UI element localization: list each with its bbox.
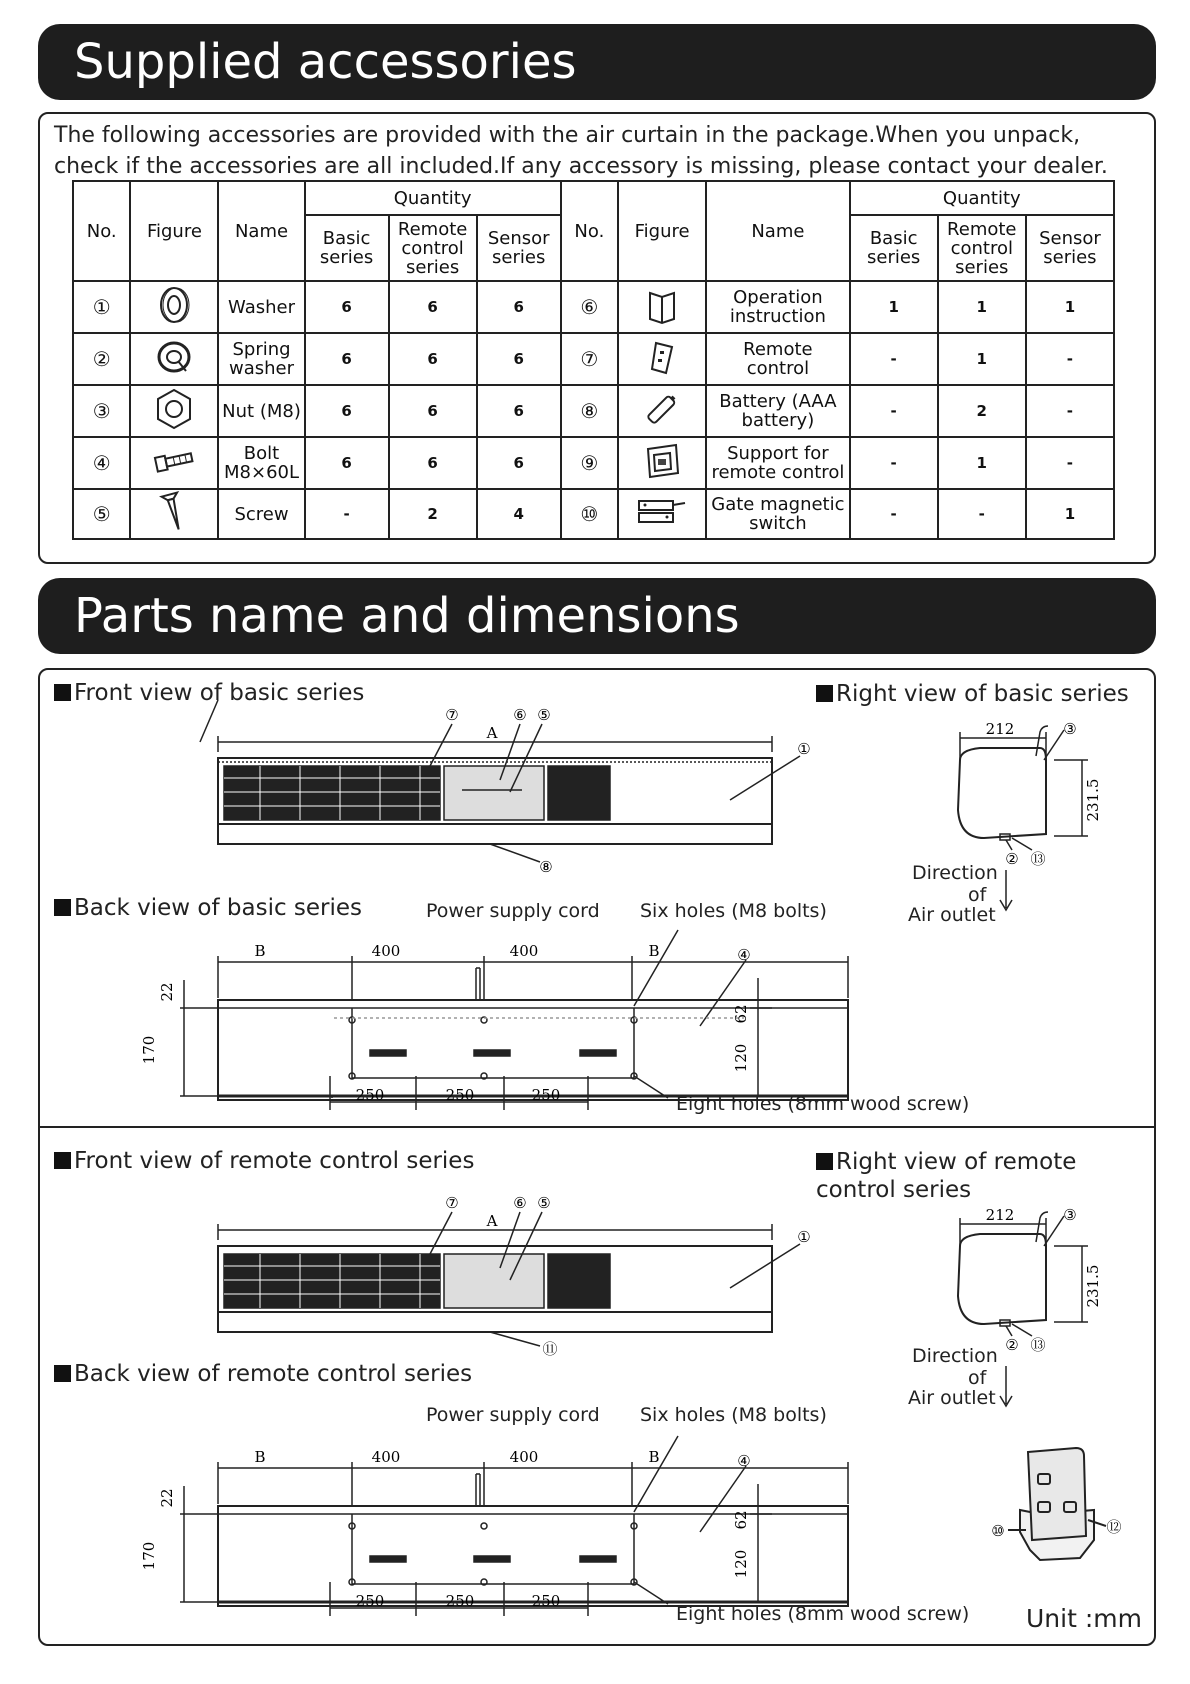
callout-8: ⑧ — [539, 858, 553, 876]
dim-62: 62 — [732, 1510, 750, 1530]
header-basic: Basic series — [305, 215, 389, 281]
header-name: Name — [218, 181, 304, 281]
callout-7: ⑦ — [445, 706, 459, 724]
item-name: Support for remote control — [706, 437, 849, 489]
qty-remote: 1 — [938, 333, 1026, 385]
bolt-icon — [130, 437, 218, 489]
item-name: Gate magnetic switch — [706, 489, 849, 539]
callout-12: ⑫ — [1106, 1518, 1122, 1536]
dim-250: 250 — [355, 1086, 385, 1104]
callout-3: ③ — [1063, 1206, 1077, 1224]
item-name: Washer — [218, 281, 304, 333]
dim-22: 22 — [158, 1488, 176, 1508]
qty-basic: 1 — [850, 281, 938, 333]
dim-231: 231.5 — [1084, 778, 1102, 822]
dim-b: B — [648, 942, 660, 960]
qty-sensor: 1 — [1026, 489, 1114, 539]
qty-sensor: 6 — [477, 385, 561, 437]
spring-washer-icon — [130, 333, 218, 385]
qty-sensor: - — [1026, 333, 1114, 385]
qty-remote: - — [938, 489, 1026, 539]
direction-label: Direction — [912, 862, 998, 884]
front-view-remote-diagram — [200, 1188, 820, 1368]
dim-170: 170 — [140, 1035, 158, 1065]
air-outlet-label: Air outlet — [908, 904, 996, 926]
dim-22: 22 — [158, 982, 176, 1002]
callout-4: ④ — [737, 946, 751, 964]
dim-120: 120 — [732, 1549, 750, 1579]
battery-icon — [618, 385, 706, 437]
booklet-icon — [618, 281, 706, 333]
qty-sensor: 6 — [477, 437, 561, 489]
header-sensor: Sensor series — [477, 215, 561, 281]
power-cord-label: Power supply cord — [426, 1404, 600, 1426]
item-name: Operation instruction — [706, 281, 849, 333]
accessories-table — [72, 180, 1115, 540]
callout-1: ① — [797, 1228, 811, 1246]
dim-b: B — [254, 942, 266, 960]
qty-sensor: 6 — [477, 333, 561, 385]
view-label: Front view of basic series — [54, 680, 364, 706]
callout-4: ④ — [737, 1452, 751, 1470]
six-holes-label: Six holes (M8 bolts) — [640, 900, 827, 922]
qty-sensor: - — [1026, 437, 1114, 489]
callout-13: ⑬ — [1030, 1336, 1046, 1354]
callout-1: ① — [797, 740, 811, 758]
direction-of-label: of — [968, 884, 987, 906]
view-label: Back view of basic series — [54, 895, 362, 921]
header-figure: Figure — [618, 181, 706, 281]
dim-250: 250 — [445, 1086, 475, 1104]
dim-250: 250 — [445, 1592, 475, 1610]
qty-basic: - — [850, 385, 938, 437]
item-name: Nut (M8) — [218, 385, 304, 437]
dim-250: 250 — [355, 1592, 385, 1610]
header-quantity: Quantity — [305, 181, 561, 215]
callout-6: ⑥ — [513, 1194, 527, 1212]
dim-400: 400 — [371, 1448, 401, 1466]
callout-10: ⑩ — [991, 1522, 1005, 1540]
power-cord-label: Power supply cord — [426, 900, 600, 922]
callout-7: ⑦ — [445, 1194, 459, 1212]
back-view-basic-diagram — [140, 930, 870, 1110]
qty-basic: - — [850, 437, 938, 489]
callout-11: ⑪ — [542, 1340, 558, 1358]
table-row — [73, 385, 1114, 437]
header-sensor: Sensor series — [1026, 215, 1114, 281]
item-number: ② — [73, 333, 130, 385]
qty-basic: 6 — [305, 333, 389, 385]
view-label: Front view of remote control series — [54, 1148, 474, 1174]
item-number: ③ — [73, 385, 130, 437]
callout-6: ⑥ — [513, 706, 527, 724]
qty-sensor: - — [1026, 385, 1114, 437]
callout-5: ⑤ — [537, 1194, 551, 1212]
washer-icon — [130, 281, 218, 333]
dim-400: 400 — [509, 1448, 539, 1466]
dim-a: A — [486, 1212, 498, 1230]
qty-remote: 6 — [389, 281, 477, 333]
callout-2: ② — [1005, 850, 1019, 868]
dim-250: 250 — [531, 1086, 561, 1104]
section-title: Parts name and dimensions — [74, 588, 740, 644]
qty-basic: - — [850, 333, 938, 385]
item-number: ① — [73, 281, 130, 333]
table-row — [73, 489, 1114, 539]
item-number: ⑧ — [561, 385, 618, 437]
section-banner-accessories — [38, 24, 1156, 100]
item-number: ⑩ — [561, 489, 618, 539]
qty-remote: 6 — [389, 385, 477, 437]
dim-212: 212 — [985, 720, 1015, 738]
back-view-remote-diagram — [140, 1436, 870, 1616]
qty-remote: 2 — [938, 385, 1026, 437]
dim-62: 62 — [732, 1004, 750, 1024]
air-outlet-label: Air outlet — [908, 1387, 996, 1409]
qty-basic: 6 — [305, 281, 389, 333]
screw-icon — [130, 489, 218, 539]
header-remote: Remote control series — [938, 215, 1026, 281]
right-view-basic-diagram — [940, 720, 1120, 880]
dim-231: 231.5 — [1084, 1264, 1102, 1308]
item-name: Spring washer — [218, 333, 304, 385]
six-holes-label: Six holes (M8 bolts) — [640, 1404, 827, 1426]
table-row — [73, 333, 1114, 385]
section-title: Supplied accessories — [74, 34, 577, 90]
item-number: ⑥ — [561, 281, 618, 333]
table-row — [73, 437, 1114, 489]
intro-text: The following accessories are provided with the air curtain in the package.When you unpack, check if the accessories are all included.If any accessory is missing, please contact your dealer. — [54, 123, 1108, 179]
qty-sensor: 6 — [477, 281, 561, 333]
qty-sensor: 1 — [1026, 281, 1114, 333]
item-name: Remote control — [706, 333, 849, 385]
item-number: ⑨ — [561, 437, 618, 489]
header-name: Name — [706, 181, 849, 281]
header-remote: Remote control series — [389, 215, 477, 281]
header-no: No. — [73, 181, 130, 281]
nut-icon — [130, 385, 218, 437]
view-label: Back view of remote control series — [54, 1361, 472, 1387]
eight-holes-label: Eight holes (8mm wood screw) — [676, 1093, 970, 1115]
header-basic: Basic series — [850, 215, 938, 281]
accessories-box — [38, 112, 1156, 564]
qty-basic: - — [305, 489, 389, 539]
qty-remote: 1 — [938, 437, 1026, 489]
dim-b: B — [254, 1448, 266, 1466]
dim-212: 212 — [985, 1206, 1015, 1224]
header-figure: Figure — [130, 181, 218, 281]
header-quantity: Quantity — [850, 181, 1114, 215]
item-name: Bolt M8×60L — [218, 437, 304, 489]
direction-label: Direction — [912, 1345, 998, 1367]
callout-3: ③ — [1063, 720, 1077, 738]
table-row — [73, 281, 1114, 333]
dim-b: B — [648, 1448, 660, 1466]
qty-remote: 6 — [389, 333, 477, 385]
item-number: ⑦ — [561, 333, 618, 385]
qty-sensor: 4 — [477, 489, 561, 539]
direction-of-label: of — [968, 1367, 987, 1389]
dim-170: 170 — [140, 1541, 158, 1571]
magnetic-switch-icon — [618, 489, 706, 539]
item-number: ④ — [73, 437, 130, 489]
section-banner-parts — [38, 578, 1156, 654]
callout-2: ② — [1005, 1336, 1019, 1354]
item-number: ⑤ — [73, 489, 130, 539]
dim-400: 400 — [509, 942, 539, 960]
qty-remote: 6 — [389, 437, 477, 489]
item-name: Battery (AAA battery) — [706, 385, 849, 437]
right-view-remote-diagram — [940, 1206, 1120, 1366]
callout-5: ⑤ — [537, 706, 551, 724]
view-label: Right view of remote control series — [816, 1149, 1077, 1203]
remote-holder-diagram — [980, 1440, 1140, 1580]
eight-holes-label: Eight holes (8mm wood screw) — [676, 1603, 970, 1625]
remote-control-icon — [618, 333, 706, 385]
qty-basic: - — [850, 489, 938, 539]
header-no: No. — [561, 181, 618, 281]
remote-holder-icon — [618, 437, 706, 489]
dim-a: A — [486, 724, 498, 742]
dim-400: 400 — [371, 942, 401, 960]
dim-120: 120 — [732, 1043, 750, 1073]
qty-remote: 1 — [938, 281, 1026, 333]
qty-basic: 6 — [305, 437, 389, 489]
qty-basic: 6 — [305, 385, 389, 437]
callout-13: ⑬ — [1030, 850, 1046, 868]
unit-label: Unit :mm — [1026, 1604, 1142, 1633]
view-label: Right view of basic series — [816, 681, 1129, 707]
front-view-basic-diagram — [200, 700, 820, 880]
dim-250: 250 — [531, 1592, 561, 1610]
qty-remote: 2 — [389, 489, 477, 539]
item-name: Screw — [218, 489, 304, 539]
divider — [40, 1126, 1154, 1128]
